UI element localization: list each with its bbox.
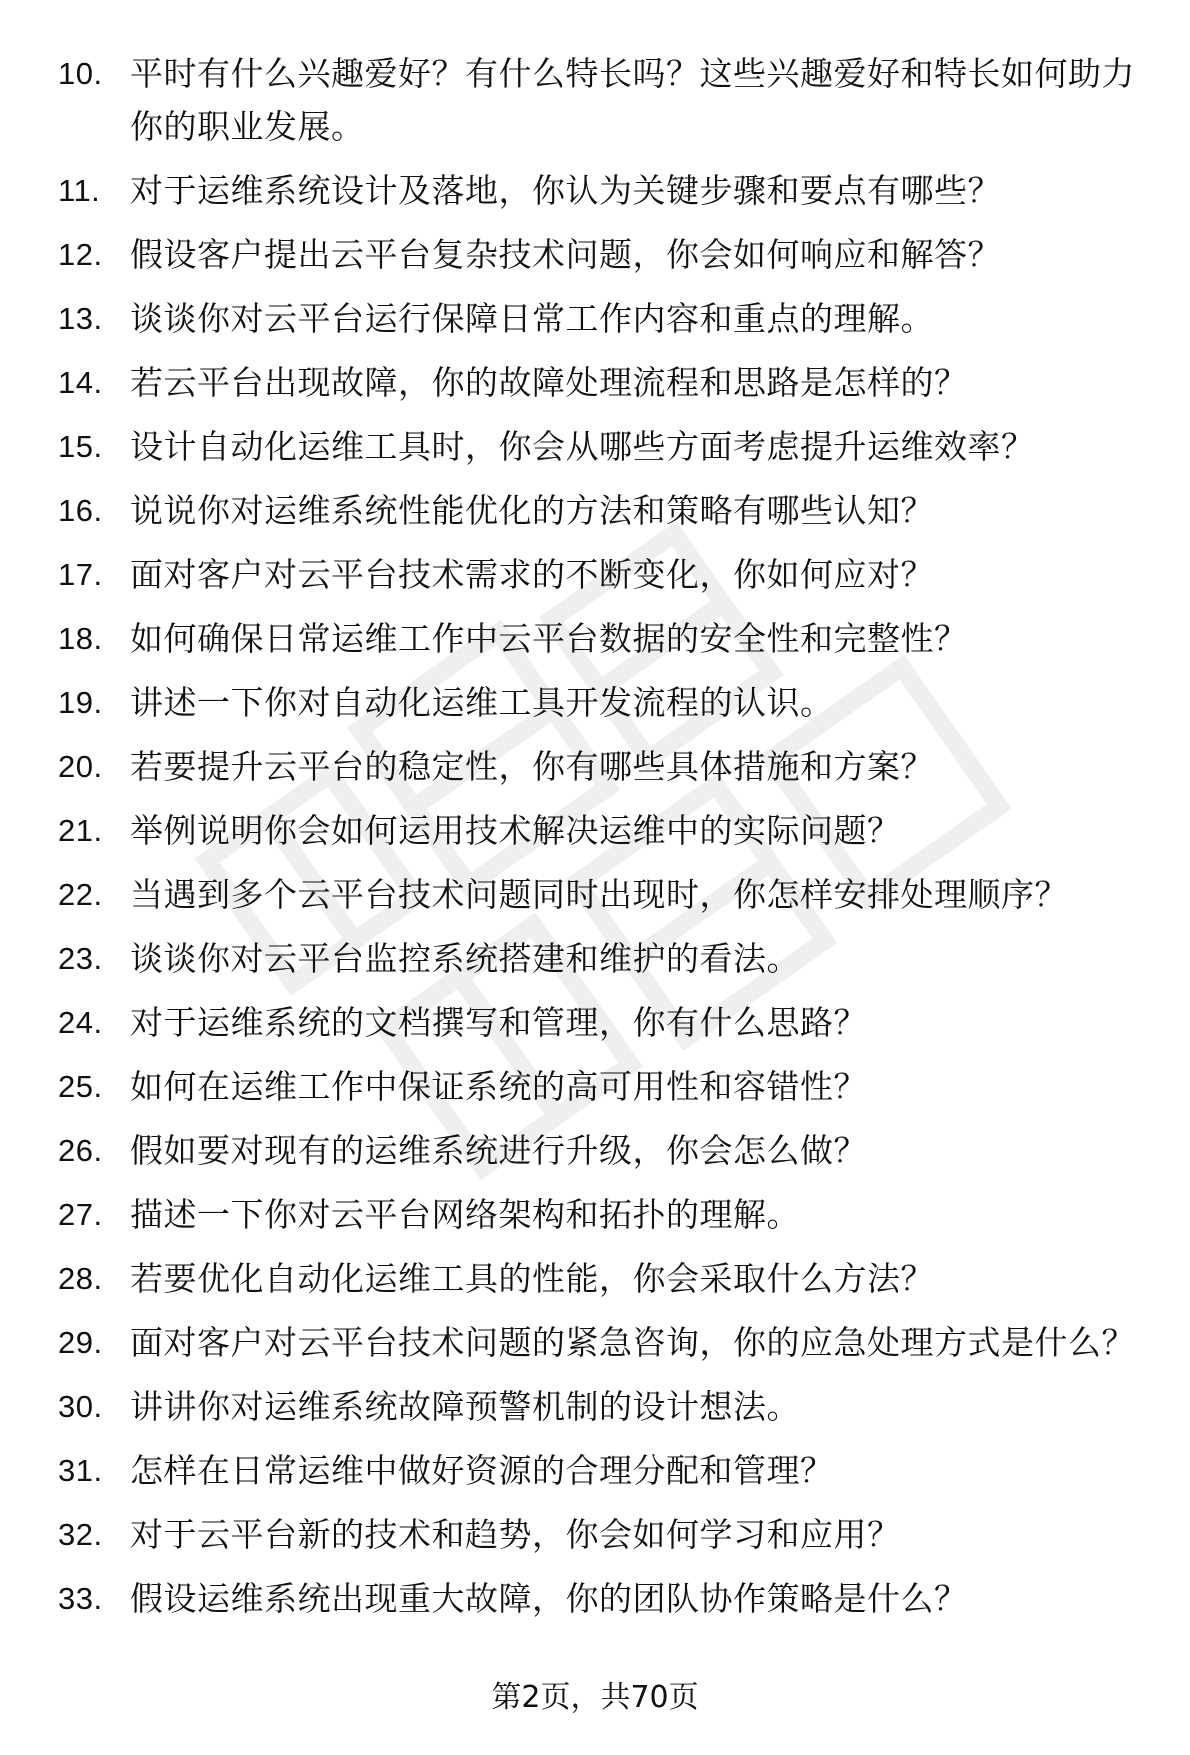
question-number: 10.	[58, 56, 103, 91]
question-item	[0, 420, 1190, 473]
question-item	[0, 868, 1190, 921]
question-number: 13.	[58, 301, 103, 336]
question-item	[0, 1380, 1190, 1433]
question-text: 当遇到多个云平台技术问题同时出现时，你怎样安排处理顺序？	[130, 875, 1068, 914]
question-item	[0, 1060, 1190, 1113]
question-text: 描述一下你对云平台网络架构和拓扑的理解。	[130, 1195, 800, 1234]
question-item	[0, 47, 1190, 153]
question-text: 假如要对现有的运维系统进行升级，你会怎么做？	[130, 1131, 867, 1170]
question-text: 若云平台出现故障，你的故障处理流程和思路是怎样的？	[130, 363, 968, 402]
question-item	[0, 932, 1190, 985]
question-text: 平时有什么兴趣爱好？有什么特长吗？这些兴趣爱好和特长如何助力你的职业发展。	[130, 54, 1135, 146]
question-number: 26.	[58, 1133, 103, 1168]
question-item	[0, 1316, 1190, 1369]
question-text: 面对客户对云平台技术需求的不断变化，你如何应对？	[130, 555, 934, 594]
question-text: 假设运维系统出现重大故障，你的团队协作策略是什么？	[130, 1579, 968, 1618]
question-text: 如何确保日常运维工作中云平台数据的安全性和完整性？	[130, 619, 968, 658]
question-number: 33.	[58, 1581, 103, 1616]
question-number: 17.	[58, 557, 103, 592]
question-number: 11.	[58, 173, 101, 208]
question-text: 谈谈你对云平台监控系统搭建和维护的看法。	[130, 939, 800, 978]
question-text: 如何在运维工作中保证系统的高可用性和容错性？	[130, 1067, 867, 1106]
question-number: 25.	[58, 1069, 103, 1104]
question-number: 14.	[58, 365, 103, 400]
question-text: 对于运维系统设计及落地，你认为关键步骤和要点有哪些？	[130, 171, 1001, 210]
question-item	[0, 1508, 1190, 1561]
question-text: 若要优化自动化运维工具的性能，你会采取什么方法？	[130, 1259, 934, 1298]
question-item	[0, 1124, 1190, 1177]
question-number: 19.	[58, 685, 103, 720]
question-number: 18.	[58, 621, 103, 656]
question-number: 23.	[58, 941, 103, 976]
question-text: 讲述一下你对自动化运维工具开发流程的认识。	[130, 683, 834, 722]
question-number: 27.	[58, 1197, 103, 1232]
question-number: 22.	[58, 877, 103, 912]
question-number: 24.	[58, 1005, 103, 1040]
question-item	[0, 484, 1190, 537]
question-number: 21.	[58, 813, 103, 848]
question-number: 20.	[58, 749, 103, 784]
question-text: 面对客户对云平台技术问题的紧急咨询，你的应急处理方式是什么？	[130, 1323, 1135, 1362]
question-text: 对于运维系统的文档撰写和管理，你有什么思路？	[130, 1003, 867, 1042]
question-text: 设计自动化运维工具时，你会从哪些方面考虑提升运维效率？	[130, 427, 1035, 466]
question-text: 怎样在日常运维中做好资源的合理分配和管理？	[130, 1451, 834, 1490]
question-number: 30.	[58, 1389, 103, 1424]
question-text: 谈谈你对云平台运行保障日常工作内容和重点的理解。	[130, 299, 934, 338]
question-number: 32.	[58, 1517, 103, 1552]
question-item	[0, 804, 1190, 857]
question-item	[0, 1444, 1190, 1497]
question-item	[0, 1252, 1190, 1305]
question-text: 假设客户提出云平台复杂技术问题，你会如何响应和解答？	[130, 235, 1001, 274]
question-number: 16.	[58, 493, 103, 528]
question-item	[0, 612, 1190, 665]
question-text: 讲讲你对运维系统故障预警机制的设计想法。	[130, 1387, 800, 1426]
question-text: 说说你对运维系统性能优化的方法和策略有哪些认知？	[130, 491, 934, 530]
question-number: 29.	[58, 1325, 103, 1360]
question-number: 31.	[58, 1453, 103, 1488]
question-text: 对于云平台新的技术和趋势，你会如何学习和应用？	[130, 1515, 901, 1554]
page-number-footer: 第2页，共70页	[491, 1680, 699, 1715]
question-number: 28.	[58, 1261, 103, 1296]
question-item	[0, 676, 1190, 729]
question-text: 举例说明你会如何运用技术解决运维中的实际问题？	[130, 811, 901, 850]
question-item	[0, 356, 1190, 409]
question-item	[0, 164, 1190, 217]
question-number: 15.	[58, 429, 103, 464]
question-item	[0, 1572, 1190, 1625]
question-item	[0, 996, 1190, 1049]
question-list	[0, 47, 1190, 1636]
question-text: 若要提升云平台的稳定性，你有哪些具体措施和方案？	[130, 747, 934, 786]
question-item	[0, 548, 1190, 601]
question-number: 12.	[58, 237, 103, 272]
question-item	[0, 740, 1190, 793]
question-item	[0, 1188, 1190, 1241]
question-item	[0, 292, 1190, 345]
question-item	[0, 228, 1190, 281]
